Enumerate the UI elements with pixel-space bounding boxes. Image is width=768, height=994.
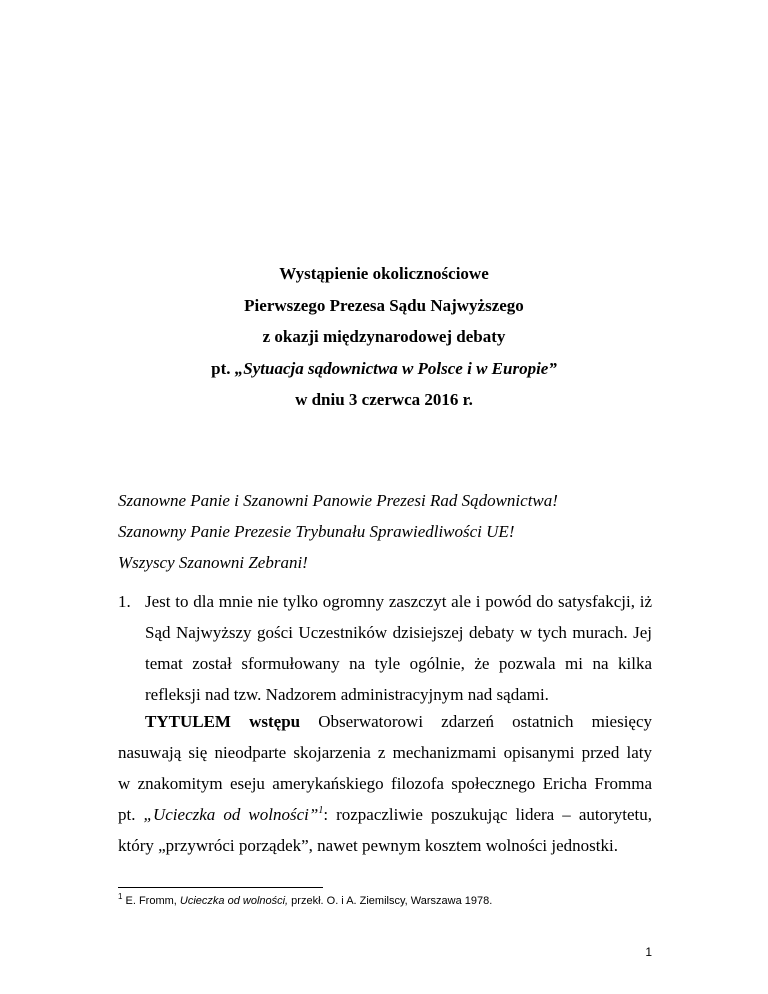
- bold-heading-word: TYTULEM: [145, 712, 231, 731]
- paragraph-introduction: [118, 706, 652, 861]
- item-number: 1.: [118, 592, 131, 611]
- body-line: Jest to dla mnie nie tylko ogromny zaszczyt ale i powód do satysfakcji, iż: [145, 592, 652, 611]
- salutation-line: Wszyscy Szanowni Zebrani!: [118, 553, 308, 572]
- title-line-5: w dniu 3 czerwca 2016 r.: [295, 390, 473, 409]
- footnote-separator: [118, 887, 323, 888]
- footnote: [118, 892, 493, 907]
- bold-heading-word: wstępu: [249, 712, 301, 731]
- body-text: Obserwatorowi zdarzeń ostatnich miesięcy: [318, 712, 653, 731]
- footnote-number: 1: [118, 892, 123, 901]
- document-title: [0, 258, 768, 416]
- title-line-4-prefix: pt.: [211, 358, 235, 378]
- salutation-line: Szanowne Panie i Szanowni Panowie Prezesi Rad Sądownictwa!: [118, 491, 558, 510]
- footnote-author: E. Fromm,: [122, 895, 180, 907]
- title-line-2: Pierwszego Prezesa Sądu Najwyższego: [244, 295, 524, 315]
- page-number: 1: [645, 945, 652, 959]
- title-line-1: Wystąpienie okolicznościowe: [279, 264, 489, 283]
- body-line: nasuwają się nieodparte skojarzenia z mechanizmami opisanymi przed laty: [118, 743, 652, 762]
- footnote-details: przekł. O. i A. Ziemilscy, Warszawa 1978.: [288, 895, 493, 907]
- footnote-title: Ucieczka od wolności,: [179, 895, 289, 907]
- body-line: temat został sformułowany na tyle ogólnie, że pozwala mi na kilka: [145, 654, 652, 673]
- title-line-4: [0, 353, 768, 385]
- body-line: w znakomitym eseju amerykańskiego filozofa społecznego Ericha Fromma: [118, 774, 652, 793]
- body-line: [118, 799, 652, 830]
- body-line: refleksji nad tzw. Nadzorem administracyjnym nad sądami.: [145, 685, 549, 704]
- item-body: [145, 586, 652, 710]
- book-title: „Ucieczka od wolności”$^1$: [143, 805, 324, 824]
- body-line: [118, 706, 652, 737]
- footnote-ref[interactable]: 1: [318, 805, 324, 816]
- salutation-line: Szanowny Panie Prezesie Trybunału Sprawiedliwości UE!: [118, 522, 515, 541]
- title-line-3: z okazji międzynarodowej debaty: [262, 327, 506, 346]
- body-text: : rozpaczliwie poszukując lidera – autorytetu,: [323, 805, 652, 824]
- body-text: pt.: [118, 805, 144, 824]
- salutation: [118, 485, 558, 578]
- body-line: Sąd Najwyższy gości Uczestników dzisiejszej debaty w tych murach. Jej: [145, 623, 652, 642]
- debate-title: „Sytuacja sądownictwa w Polsce i w Europie”: [234, 358, 557, 378]
- body-line: który „przywróci porządek”, nawet pewnym kosztem wolności jednostki.: [118, 836, 618, 855]
